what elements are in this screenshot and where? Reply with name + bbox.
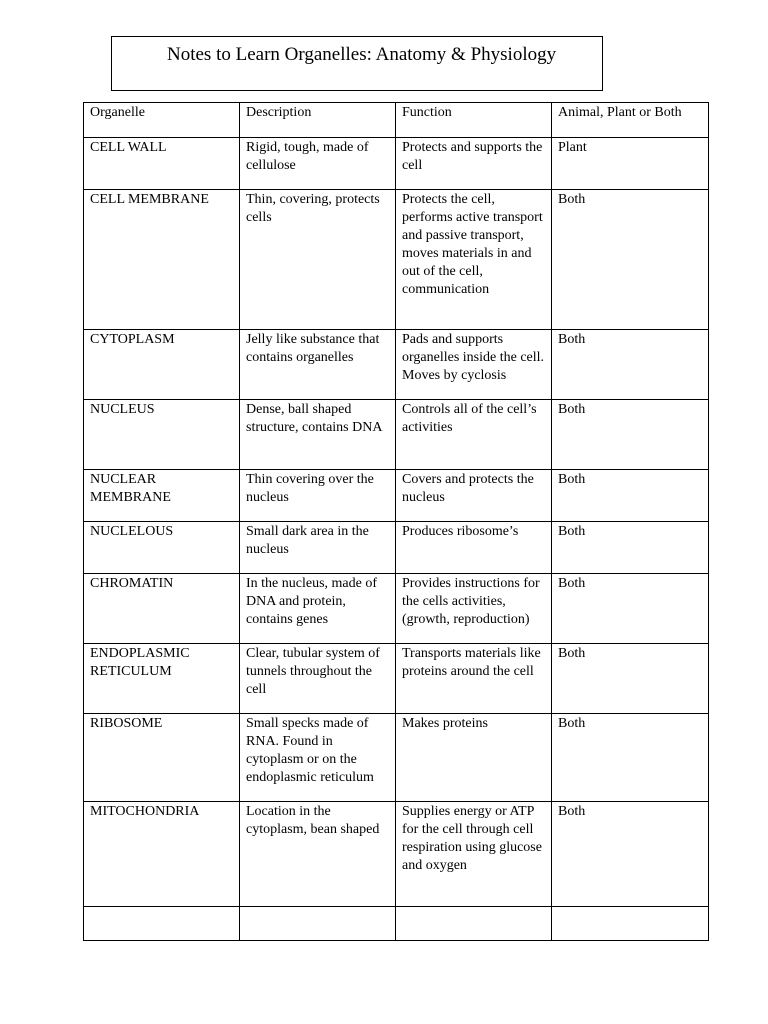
cell-description: Thin covering over the nucleus — [240, 470, 396, 522]
cell-organelle: CELL WALL — [84, 138, 240, 190]
cell-organelle: NUCLELOUS — [84, 522, 240, 574]
cell-type: Both — [552, 400, 709, 470]
organelle-table — [83, 102, 709, 941]
cell-type: Both — [552, 574, 709, 644]
cell-organelle: CHROMATIN — [84, 574, 240, 644]
table-row — [84, 574, 709, 644]
cell-function: Makes proteins — [396, 714, 552, 802]
cell-description — [240, 907, 396, 941]
cell-description: Clear, tubular system of tunnels throughout the cell — [240, 644, 396, 714]
cell-organelle: RIBOSOME — [84, 714, 240, 802]
cell-type: Both — [552, 644, 709, 714]
table-row — [84, 802, 709, 907]
table-row — [84, 522, 709, 574]
cell-function — [396, 907, 552, 941]
table-row — [84, 330, 709, 400]
table-row-empty — [84, 907, 709, 941]
cell-function: Protects the cell, performs active transport and passive transport, moves materials in and out of the cell, communication — [396, 190, 552, 330]
cell-organelle: ENDOPLASMIC RETICULUM — [84, 644, 240, 714]
cell-function: Supplies energy or ATP for the cell through cell respiration using glucose and oxygen — [396, 802, 552, 907]
table-row — [84, 644, 709, 714]
cell-description: Dense, ball shaped structure, contains DNA — [240, 400, 396, 470]
cell-function: Produces ribosome’s — [396, 522, 552, 574]
cell-organelle: CYTOPLASM — [84, 330, 240, 400]
cell-type: Both — [552, 470, 709, 522]
cell-description: In the nucleus, made of DNA and protein, contains genes — [240, 574, 396, 644]
cell-function: Protects and supports the cell — [396, 138, 552, 190]
column-header-animal-plant-both: Animal, Plant or Both — [552, 103, 709, 138]
column-header-description: Description — [240, 103, 396, 138]
cell-description: Thin, covering, protects cells — [240, 190, 396, 330]
cell-function: Transports materials like proteins around the cell — [396, 644, 552, 714]
cell-organelle — [84, 907, 240, 941]
cell-function: Covers and protects the nucleus — [396, 470, 552, 522]
cell-type: Both — [552, 190, 709, 330]
cell-type — [552, 907, 709, 941]
cell-description: Jelly like substance that contains organelles — [240, 330, 396, 400]
table-row — [84, 400, 709, 470]
cell-organelle: MITOCHONDRIA — [84, 802, 240, 907]
column-header-function: Function — [396, 103, 552, 138]
cell-type: Both — [552, 714, 709, 802]
page-title: Notes to Learn Organelles: Anatomy & Physiology — [167, 44, 557, 65]
cell-organelle: NUCLEUS — [84, 400, 240, 470]
cell-type: Both — [552, 330, 709, 400]
cell-function: Provides instructions for the cells activities, (growth, reproduction) — [396, 574, 552, 644]
cell-description: Small specks made of RNA. Found in cytoplasm or on the endoplasmic reticulum — [240, 714, 396, 802]
cell-function: Pads and supports organelles inside the cell. Moves by cyclosis — [396, 330, 552, 400]
cell-description: Rigid, tough, made of cellulose — [240, 138, 396, 190]
title-box — [111, 36, 603, 91]
table-row — [84, 470, 709, 522]
cell-type: Both — [552, 802, 709, 907]
cell-type: Plant — [552, 138, 709, 190]
cell-description: Location in the cytoplasm, bean shaped — [240, 802, 396, 907]
table-row — [84, 714, 709, 802]
cell-type: Both — [552, 522, 709, 574]
cell-function: Controls all of the cell’s activities — [396, 400, 552, 470]
cell-organelle: NUCLEAR MEMBRANE — [84, 470, 240, 522]
cell-organelle: CELL MEMBRANE — [84, 190, 240, 330]
table-row — [84, 190, 709, 330]
table-row — [84, 138, 709, 190]
cell-description: Small dark area in the nucleus — [240, 522, 396, 574]
table-header-row — [84, 103, 709, 138]
column-header-organelle: Organelle — [84, 103, 240, 138]
